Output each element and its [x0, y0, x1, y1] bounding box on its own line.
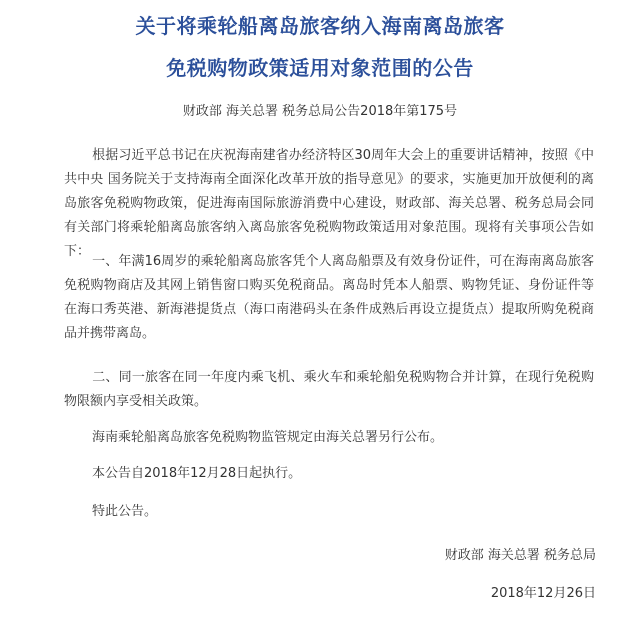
paragraph-text: 根据习近平总书记在庆祝海南建省办经济特区30周年大会上的重要讲话精神，按照《中共中央 国务院关于支持海南全面深化改革开放的指导意见》的要求，实施更加开放便利的离岛旅客免税购物政策，促进海南国际旅游消费中心建设，财政部、海关总署、税务总局会同有关部门将乘轮船离岛旅客纳入离岛旅客免税购物政策适用对象范围。现将有关事项公告如下： [64, 148, 594, 259]
announcement-title-line-2: 免税购物政策适用对象范围的公告 [166, 56, 474, 80]
paragraph-text: 海南乘轮船离岛旅客免税购物监管规定由海关总署另行公布。 [92, 430, 444, 445]
paragraph-text: 本公告自2018年12月28日起执行。 [92, 466, 302, 481]
paragraph-item-2 [64, 366, 594, 414]
paragraph-effective-date [64, 462, 594, 486]
issue-date: 2018年12月26日 [490, 586, 596, 601]
paragraph-text: 一、年满16周岁的乘轮船离岛旅客凭个人离岛船票及有效身份证件，可在海南离岛旅客免税购物商店及其网上销售窗口购买免税商品。离岛时凭本人船票、购物凭证、身份证件等在海口秀英港、新海港提货点（海口南港码头在条件成熟后再设立提货点）提取所购免税商品并携带离岛。 [64, 254, 594, 341]
paragraph-text: 特此公告。 [92, 504, 158, 519]
announcement-title-line-1: 关于将乘轮船离岛旅客纳入海南离岛旅客 [135, 14, 505, 38]
paragraph-closing [64, 500, 594, 524]
signatories: 财政部 海关总署 税务总局 [444, 548, 596, 563]
paragraph-supervision [64, 426, 594, 450]
paragraph-item-1 [64, 250, 594, 346]
document-number: 财政部 海关总署 税务总局公告2018年第175号 [182, 104, 458, 119]
paragraph-preamble [64, 144, 594, 264]
paragraph-text: 二、同一旅客在同一年度内乘飞机、乘火车和乘轮船免税购物合并计算，在现行免税购物限额内享受相关政策。 [64, 370, 594, 409]
